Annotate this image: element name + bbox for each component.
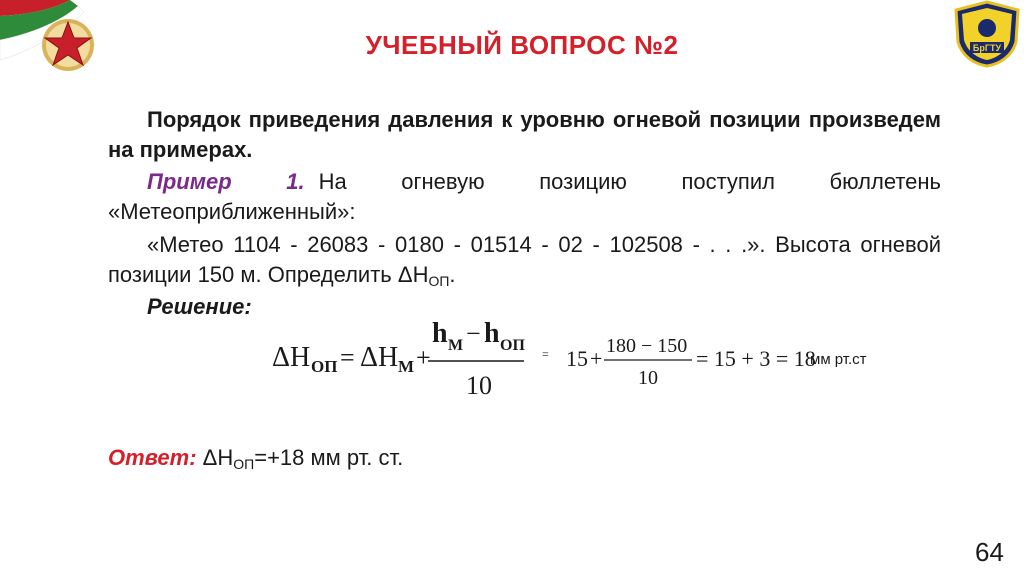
formula-plus: + <box>416 343 431 372</box>
formula-rhs-sub: M <box>398 357 415 376</box>
formula-eq1: = <box>340 343 355 372</box>
answer-sub: ОП <box>233 456 255 472</box>
formula-calc-a: 15 <box>566 346 588 371</box>
meteo-paragraph <box>108 230 941 296</box>
formula-num-h1-sub: M <box>448 337 464 354</box>
answer-prefix: ΔH <box>202 445 234 470</box>
formula-small-eq: = <box>542 347 549 361</box>
formula-calc-result: = 15 + 3 = 18 <box>696 346 816 371</box>
formula-rhs-delta: ΔH <box>360 342 399 373</box>
formula-unit: мм рт.ст <box>810 351 867 368</box>
meteo-sub: ОП <box>428 273 450 289</box>
meteo-end: . <box>449 262 456 287</box>
example-label: Пример 1. <box>147 169 305 194</box>
formula-lhs-delta: ΔH <box>272 342 311 373</box>
formula-minus: − <box>466 319 481 348</box>
formula-num-h2: h <box>484 318 500 349</box>
meteo-text: «Метео 1104 - 26083 - 0180 - 01514 - 02 - 102508 - . . .». Высота огневой позиции 150 м. Определить ΔH <box>108 232 941 287</box>
formula-calc-den: 10 <box>638 367 658 389</box>
formula-num-h1: h <box>432 318 448 349</box>
formula-lhs-sub: ОП <box>311 357 338 376</box>
page-title: УЧЕБНЫЙ ВОПРОС №2 <box>365 30 679 60</box>
solution-label: Решение: <box>147 294 252 319</box>
example-paragraph <box>108 167 941 227</box>
formula-num-h2-sub: ОП <box>500 337 525 354</box>
formula-calc-num: 180 − 150 <box>606 335 688 357</box>
page-number: 64 <box>975 537 1004 567</box>
formula <box>270 318 900 408</box>
intro-paragraph: Порядок приведения давления к уровню огневой позиции произведем на примерах. <box>108 107 941 162</box>
answer-label: Ответ: <box>108 445 197 470</box>
formula-calc-plus: + <box>590 346 603 371</box>
formula-den: 10 <box>466 371 492 400</box>
emblem-text: БрГТУ <box>972 43 1002 53</box>
answer-line <box>108 443 403 479</box>
answer-value: =+18 мм рт. ст. <box>254 445 404 470</box>
example-text: На огневую позицию поступил бюллетень «Метеоприближенный»: <box>108 169 941 224</box>
